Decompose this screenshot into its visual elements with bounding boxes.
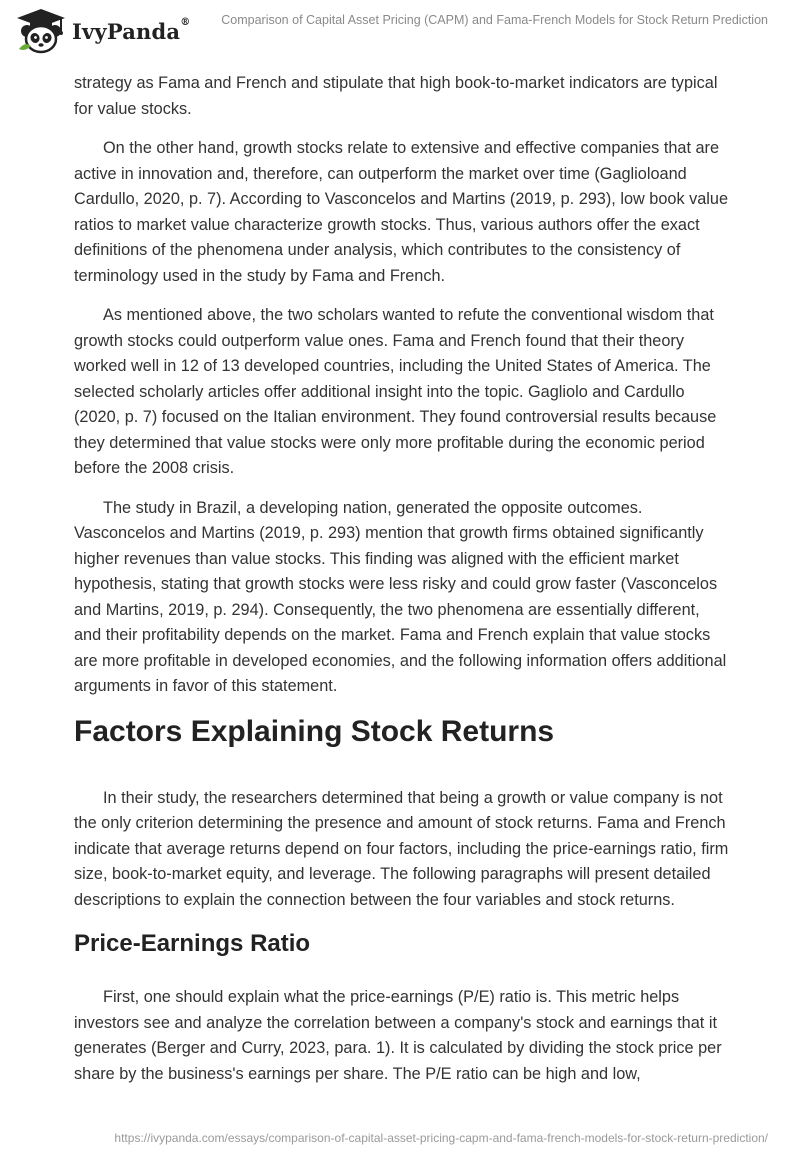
ivypanda-logo[interactable]: [16, 8, 190, 54]
paragraph-6: First, one should explain what the price-earnings (P/E) ratio is. This metric helps investors see and analyze the correlation between a company's stock and earnings that it generates (Berger and Curry, 2023, para. 1). It is calculated by dividing the stock price per share by the business's earnings per share. The P/E ratio can be high and low,: [74, 988, 722, 1083]
paragraph-3: As mentioned above, the two scholars wanted to refute the conventional wisdom that growth stocks could outperform value ones. Fama and French found that their theory worked well in 12 of 13 developed countries, including the United States of America. The selected scholarly articles offer additional insight into the topic. Gagliolo and Cardullo (2020, p. 7) focused on the Italian environment. They found controversial results because they determined that value stocks were only more profitable during the economic period before the 2008 crisis.: [74, 306, 717, 477]
article-body: [74, 71, 730, 1101]
paragraph-4: The study in Brazil, a developing nation, generated the opposite outcomes. Vasconcelos and Martins (2019, p. 293) mention that growth firms obtained significantly higher revenues than value stocks. This finding was aligned with the efficient market hypothesis, stating that growth stocks were less risky and could grow faster (Vasconcelos and Martins, 2019, p. 294). Consequently, the two phenomena are essentially different, and their profitability depends on the market. Fama and French explain that value stocks are more profitable in developed economies, and the following information offers additional arguments in favor of this statement.: [74, 498, 727, 695]
paragraph-5: In their study, the researchers determined that being a growth or value company is not the only criterion determining the presence and amount of stock returns. Fama and French indicate that average returns depend on four factors, including the price-earnings ratio, firm size, book-to-market equity, and leverage. The following paragraphs will present detailed descriptions to explain the connection between the four variables and stock returns.: [74, 788, 729, 909]
panda-graduate-icon: [16, 8, 66, 54]
section-heading: Factors Explaining Stock Returns: [74, 714, 555, 748]
registered-mark: ®: [180, 16, 191, 28]
document-title: Comparison of Capital Asset Pricing (CAPM) and Fama-French Models for Stock Return Prediction: [221, 13, 768, 27]
footer-url-link[interactable]: https://ivypanda.com/essays/comparison-of-capital-asset-pricing-capm-and-fama-french-models-for-stock-return-prediction/: [114, 1131, 768, 1145]
subsection-heading: Price-Earnings Ratio: [74, 930, 311, 957]
logo-text: IvyPanda®: [72, 16, 191, 44]
paragraph-2: On the other hand, growth stocks relate to extensive and effective companies that are active in innovation and, therefore, can outperform the market over time (Gaglioloand Cardullo, 2020, p. 7). According to Vasconcelos and Martins (2019, p. 293), low book value ratios to market value characterize growth stocks. Thus, various authors offer the exact definitions of the phenomena under analysis, which contributes to the consistency of terminology used in the study by Fama and French.: [74, 139, 729, 285]
page-header: [0, 0, 800, 64]
paragraph-1: strategy as Fama and French and stipulate that high book-to-market indicators are typical for value stocks.: [74, 74, 718, 118]
